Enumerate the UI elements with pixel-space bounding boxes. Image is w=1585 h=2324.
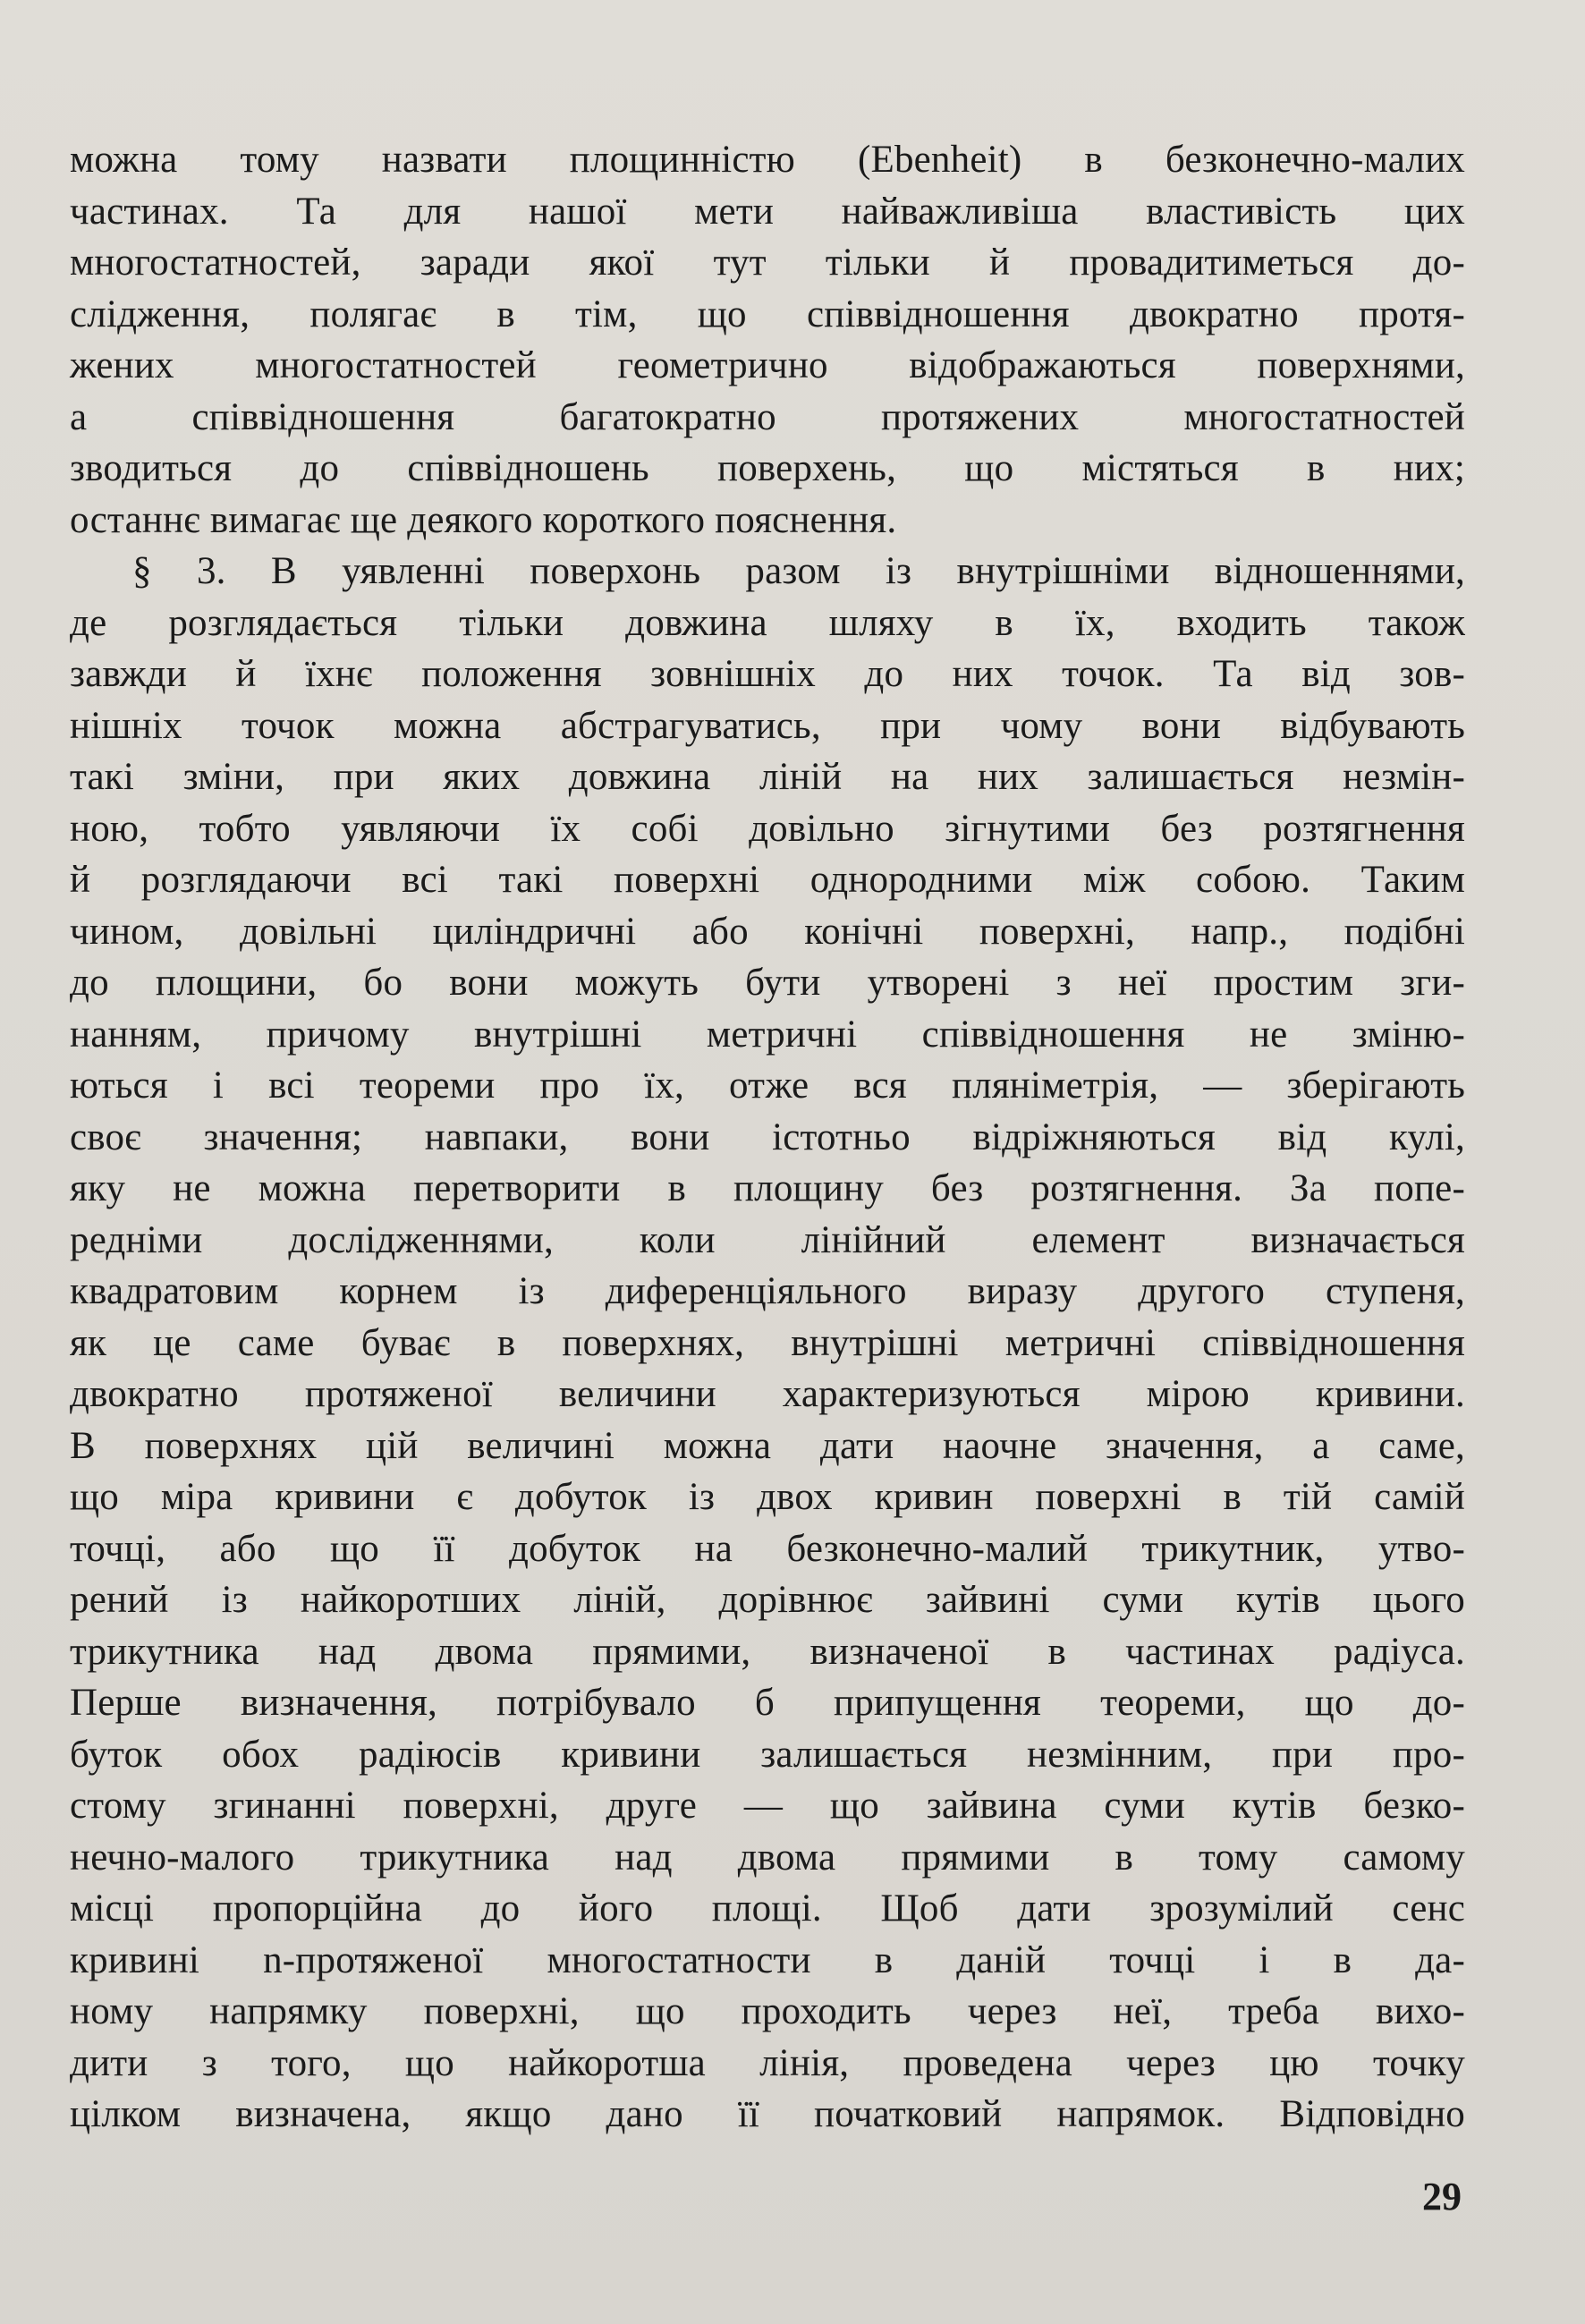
text-line: такі зміни, при яких довжина ліній на них залишається незмін- — [70, 756, 1465, 798]
text-line: точці, або що її добуток на безконечно-малий трикутник, утво- — [70, 1527, 1465, 1570]
text-line: дити з того, що найкоротша лінія, проведена через цю точку — [70, 2041, 1465, 2084]
text-line: двократно протяженої величини характеризуються мірою кривини. — [70, 1373, 1465, 1415]
text-line: слідження, полягає в тім, що співвідношення двократно протя- — [70, 293, 1465, 335]
text-line: чином, довільні циліндричні або конічні поверхні, напр., подібні — [70, 910, 1465, 953]
text-line: й розглядаючи всі такі поверхні однородними між собою. Таким — [70, 859, 1465, 901]
text-line: місці пропорційна до його площі. Щоб дати зрозумілий сенс — [70, 1887, 1465, 1930]
text-line: зводиться до співвідношень поверхень, що містяться в них; — [70, 447, 1465, 489]
text-line: ються і всі теореми про їх, отже вся пляніметрія, — зберігають — [70, 1064, 1465, 1107]
text-line: нечно-малого трикутника над двома прямими в тому самому — [70, 1836, 1465, 1879]
text-line: завжди й їхнє положення зовнішніх до них точок. Та від зов- — [70, 653, 1465, 695]
text-line: редніми дослідженнями, коли лінійний елемент визначається — [70, 1218, 1465, 1261]
text-line: можна тому назвати площинністю (Ebenheit) в безконечно-малих — [70, 139, 1465, 181]
text-line: ному напрямку поверхні, що проходить через неї, треба вихо- — [70, 1990, 1465, 2032]
text-line: В поверхнях цій величині можна дати наочне значення, а саме, — [70, 1424, 1465, 1467]
text-line: квадратовим корнем із диференціяльного виразу другого ступеня, — [70, 1270, 1465, 1312]
text-line: останнє вимагає ще деякого короткого пояснення. — [70, 498, 897, 541]
text-line: а співвідношення багатократно протяжених многостатностей — [70, 395, 1465, 438]
text-line: частинах. Та для нашої мети найважливіша властивість цих — [70, 190, 1465, 233]
text-line: буток обох радіюсів кривини залишається незмінним, при про- — [70, 1733, 1465, 1776]
section-3-heading-line: § 3. В уявленні поверхонь разом із внутрішніми відношеннями, — [132, 550, 1465, 592]
text-line: трикутника над двома прямими, визначеної в частинах радіуса. — [70, 1630, 1465, 1673]
text-line: цілком визначена, якщо дано її початковий напрямок. Відповідно — [70, 2093, 1465, 2135]
text-line: ною, тобто уявляючи їх собі довільно зігнутими без розтягнення — [70, 807, 1465, 850]
page-number: 29 — [1422, 2175, 1462, 2218]
text-line: кривині n-протяженої многостатности в даній точці і в да- — [70, 1938, 1465, 1981]
text-line: жених многостатностей геометрично відображаються поверхнями, — [70, 344, 1465, 386]
text-line: яку не можна перетворити в площину без розтягнення. За попе- — [70, 1167, 1465, 1209]
text-line: многостатностей, заради якої тут тільки й провадитиметься до- — [70, 242, 1465, 284]
text-line: рений із найкоротших ліній, дорівнює зайвині суми кутів цього — [70, 1579, 1465, 1621]
text-line: нанням, причому внутрішні метричні співвідношення не зміню- — [70, 1013, 1465, 1056]
text-line: своє значення; навпаки, вони істотньо відріжняються від кулі, — [70, 1115, 1465, 1158]
text-line: нішніх точок можна абстрагуватись, при чому вони відбувають — [70, 704, 1465, 747]
text-line: до площини, бо вони можуть бути утворені з неї простим зги- — [70, 962, 1465, 1004]
body-text — [70, 134, 1465, 2141]
text-line: як це саме буває в поверхнях, внутрішні метричні співвідношення — [70, 1321, 1465, 1364]
text-line: де розглядається тільки довжина шляху в їх, входить також — [70, 601, 1465, 644]
text-line: Перше визначення, потрібувало б припущення теореми, що до- — [70, 1682, 1465, 1724]
text-line: що міра кривини є добуток із двох кривин поверхні в тій самій — [70, 1476, 1465, 1518]
text-line: стому згинанні поверхні, друге — що зайвина суми кутів безко- — [70, 1785, 1465, 1827]
